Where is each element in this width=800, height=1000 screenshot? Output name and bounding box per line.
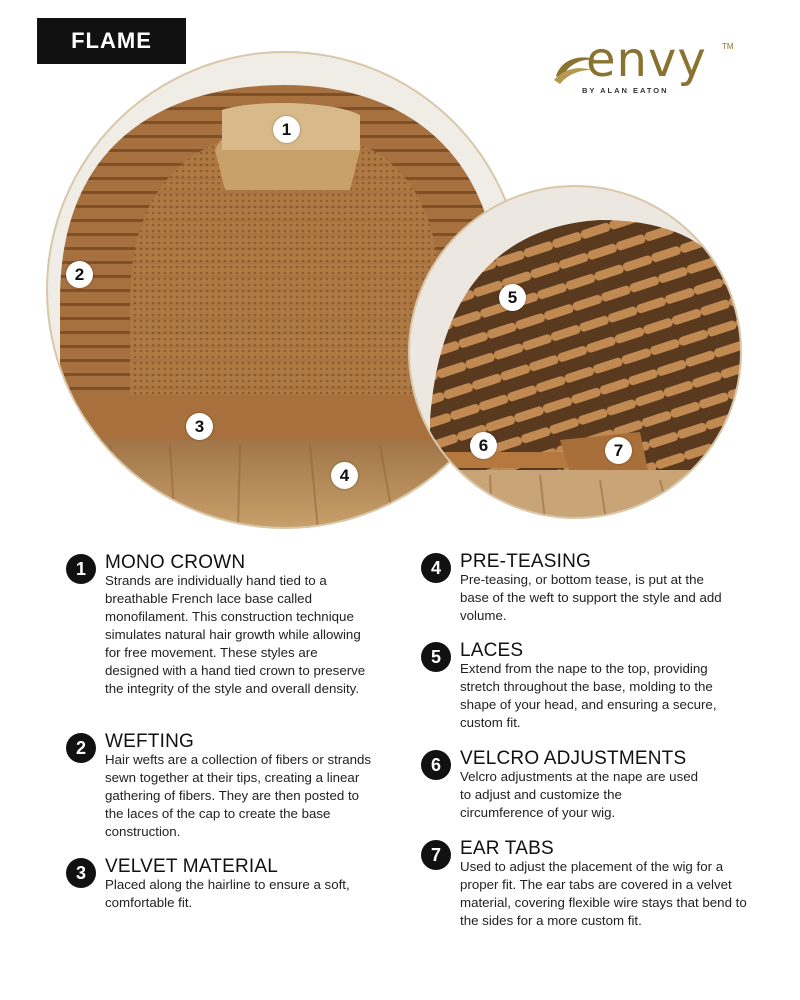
brand-wordmark: envy bbox=[586, 32, 707, 88]
feature-number: 1 bbox=[66, 554, 96, 584]
photo-marker-3: 3 bbox=[186, 413, 213, 440]
photo-marker-5: 5 bbox=[499, 284, 526, 311]
photo-marker-4: 4 bbox=[331, 462, 358, 489]
photo-marker-2: 2 bbox=[66, 261, 93, 288]
photo-marker-7: 7 bbox=[605, 437, 632, 464]
photo-marker-6: 6 bbox=[470, 432, 497, 459]
feature-description: Velcro adjustments at the nape are used to adjust and customize the circumference of your wig. bbox=[460, 769, 699, 820]
product-name-label: FLAME bbox=[37, 18, 186, 64]
feature-number: 4 bbox=[421, 553, 451, 583]
feature-description: Used to adjust the placement of the wig for a proper fit. The ear tabs are covered in a velvet material, covering flexible wire stays that bend to the sides for a more custom fit. bbox=[460, 859, 747, 928]
feature-title: EAR TABS bbox=[460, 838, 554, 859]
photo-marker-1: 1 bbox=[273, 116, 300, 143]
feature-description: Hair wefts are a collection of fibers or strands sewn together at their tips, creating a linear gathering of fibers. They are then posted to the laces of the cap to create the base construction. bbox=[105, 752, 372, 839]
feature-title: VELCRO ADJUSTMENTS bbox=[460, 748, 687, 769]
feature-title: VELVET MATERIAL bbox=[105, 856, 278, 877]
feature-number: 2 bbox=[66, 733, 96, 763]
brand-tagline: BY ALAN EATON bbox=[582, 86, 669, 95]
feature-title: PRE-TEASING bbox=[460, 551, 591, 572]
feature-description: Placed along the hairline to ensure a soft, comfortable fit. bbox=[105, 877, 350, 910]
feature-number: 6 bbox=[421, 750, 451, 780]
feature-title: WEFTING bbox=[105, 731, 194, 752]
feature-title: LACES bbox=[460, 640, 524, 661]
feature-description: Strands are individually hand tied to a breathable French lace base called monofilament. This construction technique simulates natural hair growth while allowing for free movement. These styles are designed with a hand tied crown to preserve the integrity of the style and overall density. bbox=[105, 573, 366, 696]
feature-number: 3 bbox=[66, 858, 96, 888]
trademark-mark: TM bbox=[722, 42, 734, 51]
feature-number: 7 bbox=[421, 840, 451, 870]
right-cap-photo bbox=[405, 185, 745, 530]
feature-number: 5 bbox=[421, 642, 451, 672]
feature-title: MONO CROWN bbox=[105, 552, 246, 573]
feature-description: Extend from the nape to the top, providing stretch throughout the base, molding to the shape of your head, and ensuring a secure, custom fit. bbox=[460, 661, 717, 730]
feature-description: Pre-teasing, or bottom tease, is put at the base of the weft to support the style and add volume. bbox=[460, 572, 722, 623]
